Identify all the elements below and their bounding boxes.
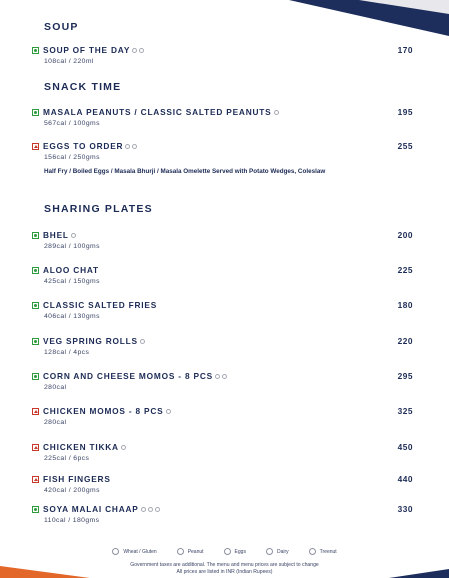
item-price: 180 — [397, 300, 413, 310]
item-name: FISH FINGERS — [43, 474, 111, 484]
non-veg-icon — [32, 408, 39, 415]
item-name: CHICKEN TIKKA — [43, 442, 119, 452]
marker-dot — [34, 375, 37, 378]
allergen-icon — [132, 144, 137, 149]
veg-icon — [32, 302, 39, 309]
item-price: 170 — [397, 45, 413, 55]
veg-icon — [32, 506, 39, 513]
non-veg-icon — [32, 444, 39, 451]
section-title: SNACK TIME — [44, 81, 122, 93]
egg-icon — [224, 548, 231, 555]
legend-label: Dairy — [276, 548, 289, 555]
item-calories: 420cal / 200gms — [44, 487, 100, 494]
item-description: Half Fry / Boiled Eggs / Masala Bhurji / Masala Omelette Served with Potato Wedges, Coleslaw — [44, 168, 326, 175]
menu-item-row — [32, 503, 413, 515]
menu-item-row — [32, 44, 413, 56]
item-price: 330 — [397, 504, 413, 514]
item-calories: 280cal — [44, 419, 67, 426]
marker-dot — [34, 111, 37, 114]
menu-item-row — [32, 370, 413, 382]
menu-item — [32, 229, 413, 250]
marker-dot — [34, 340, 37, 343]
menu-item-row — [32, 441, 413, 453]
menu-item — [32, 370, 413, 391]
allergen-icon — [215, 374, 220, 379]
footer-tax-note: Government taxes are additional. The menu and menu prices are subject to change — [130, 562, 319, 568]
item-price: 255 — [397, 141, 413, 151]
dairy-icon — [266, 548, 273, 555]
allergen-icon — [141, 507, 146, 512]
allergen-icon — [140, 339, 145, 344]
menu-item — [32, 503, 413, 524]
menu-item — [32, 441, 413, 462]
marker-dot — [34, 49, 37, 52]
item-name: MASALA PEANUTS / CLASSIC SALTED PEANUTS — [43, 107, 272, 117]
menu-item-row — [32, 229, 413, 241]
marker-dot — [34, 269, 37, 272]
legend-item — [266, 548, 289, 555]
veg-icon — [32, 267, 39, 274]
legend-item — [112, 548, 156, 555]
footer-currency-note: All prices are listed in INR (Indian Rupees) — [176, 569, 273, 575]
section-title: SOUP — [44, 21, 79, 33]
menu-item-row — [32, 264, 413, 276]
item-calories: 289cal / 100gms — [44, 243, 100, 250]
allergen-icon — [139, 48, 144, 53]
menu-item — [32, 473, 413, 494]
item-price: 195 — [397, 107, 413, 117]
section-title: SHARING PLATES — [44, 203, 153, 215]
allergen-legend — [0, 548, 449, 555]
item-name: VEG SPRING ROLLS — [43, 336, 138, 346]
menu-item — [32, 299, 413, 320]
item-price: 220 — [397, 336, 413, 346]
legend-item — [309, 548, 337, 555]
marker-dot — [34, 446, 38, 449]
legend-item — [177, 548, 204, 555]
menu-item — [32, 44, 413, 65]
allergen-icon — [132, 48, 137, 53]
menu-item-row — [32, 335, 413, 347]
item-price: 225 — [397, 265, 413, 275]
veg-icon — [32, 47, 39, 54]
non-veg-icon — [32, 476, 39, 483]
item-calories: 425cal / 150gms — [44, 278, 100, 285]
wheat-icon — [112, 548, 119, 555]
item-calories: 108cal / 220ml — [44, 58, 94, 65]
item-name: BHEL — [43, 230, 69, 240]
item-calories: 156cal / 250gms — [44, 154, 100, 161]
menu-item — [32, 405, 413, 426]
treenut-icon — [309, 548, 316, 555]
item-name: EGGS TO ORDER — [43, 141, 124, 151]
menu-item — [32, 106, 413, 127]
veg-icon — [32, 373, 39, 380]
marker-dot — [34, 410, 38, 413]
item-price: 200 — [397, 230, 413, 240]
item-name: SOUP OF THE DAY — [43, 45, 131, 55]
item-calories: 567cal / 100gms — [44, 120, 100, 127]
menu-item-row — [32, 405, 413, 417]
veg-icon — [32, 338, 39, 345]
menu-item-row — [32, 106, 413, 118]
marker-dot — [34, 508, 37, 511]
allergen-icon — [71, 233, 76, 238]
item-name: ALOO CHAT — [43, 265, 99, 275]
corner-decoration-top-inner — [359, 0, 449, 14]
allergen-icon — [125, 144, 130, 149]
marker-dot — [34, 234, 37, 237]
item-name: CORN AND CHEESE MOMOS - 8 PCS — [43, 371, 213, 381]
item-name: SOYA MALAI CHAAP — [43, 504, 139, 514]
marker-dot — [34, 145, 38, 148]
menu-item-row — [32, 473, 413, 485]
marker-dot — [34, 304, 37, 307]
allergen-icon — [222, 374, 227, 379]
item-price: 295 — [397, 371, 413, 381]
marker-dot — [34, 478, 38, 481]
legend-label: Wheat / Gluten — [123, 548, 157, 555]
item-price: 450 — [397, 442, 413, 452]
allergen-icon — [155, 507, 160, 512]
allergen-icon — [148, 507, 153, 512]
item-calories: 280cal — [44, 384, 67, 391]
menu-item-row — [32, 140, 413, 152]
legend-label: Peanut — [187, 548, 204, 555]
allergen-icon — [121, 445, 126, 450]
legend-label: Treenut — [319, 548, 337, 555]
item-calories: 110cal / 180gms — [44, 517, 100, 524]
item-name: CHICKEN MOMOS - 8 PCS — [43, 406, 164, 416]
non-veg-icon — [32, 143, 39, 150]
item-calories: 128cal / 4pcs — [44, 349, 90, 356]
item-price: 325 — [397, 406, 413, 416]
item-price: 440 — [397, 474, 413, 484]
menu-item — [32, 140, 413, 177]
veg-icon — [32, 109, 39, 116]
menu-item — [32, 264, 413, 285]
allergen-icon — [274, 110, 279, 115]
item-calories: 406cal / 130gms — [44, 313, 100, 320]
menu-item — [32, 335, 413, 356]
veg-icon — [32, 232, 39, 239]
item-calories: 225cal / 6pcs — [44, 455, 90, 462]
allergen-icon — [166, 409, 171, 414]
legend-item — [224, 548, 246, 555]
item-name: CLASSIC SALTED FRIES — [43, 300, 158, 310]
peanut-icon — [177, 548, 184, 555]
legend-label: Eggs — [234, 548, 246, 555]
menu-item-row — [32, 299, 413, 311]
